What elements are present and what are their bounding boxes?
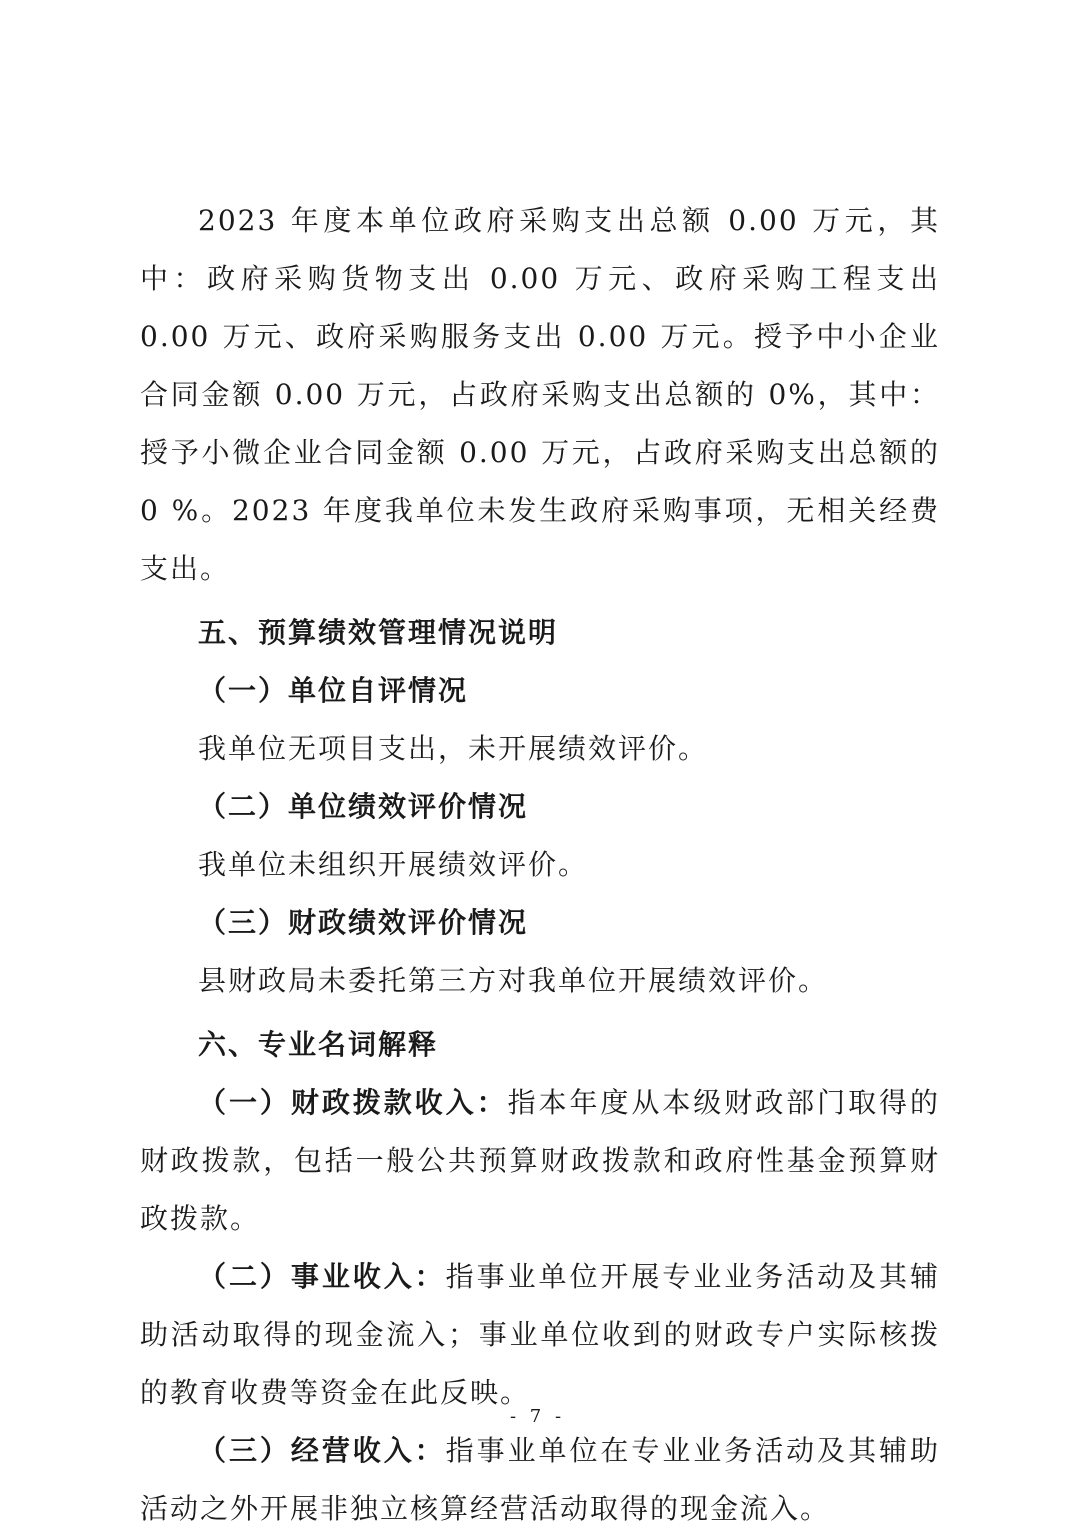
term-text: 指事业单位开展专业业务活动及其辅助活动取得的现金流入；事业单位收到的财政专户实际核拨的教育收费等资金在此反映。 xyxy=(140,1260,940,1409)
section-five-item-2-label xyxy=(140,778,940,836)
term-business-income xyxy=(140,1248,940,1422)
section-five-item-1-label xyxy=(140,662,940,720)
section-five-item-1-text: 我单位无项目支出，未开展绩效评价。 xyxy=(198,732,709,765)
section-five-title: 五、预算绩效管理情况说明 xyxy=(198,616,559,649)
term-text: 指事业单位在专业业务活动及其辅助活动之外开展非独立核算经营活动取得的现金流入。 xyxy=(140,1434,940,1525)
page-number: - 7 - xyxy=(509,1406,566,1427)
item-label: （一）单位自评情况 xyxy=(198,674,469,707)
term-financial-appropriation xyxy=(140,1074,940,1248)
item-label: （二）单位绩效评价情况 xyxy=(198,790,529,823)
item-label: （三）财政绩效评价情况 xyxy=(198,906,529,939)
term-text: 指本年度从本级财政部门取得的财政拨款，包括一般公共预算财政拨款和政府性基金预算财政拨款。 xyxy=(140,1086,940,1235)
section-six-title: 六、专业名词解释 xyxy=(198,1028,439,1061)
term-label: （一）财政拨款收入： xyxy=(198,1086,508,1119)
section-five-item-3-label xyxy=(140,894,940,952)
section-five-item-3-text: 县财政局未委托第三方对我单位开展绩效评价。 xyxy=(198,964,829,997)
term-label: （二）事业收入： xyxy=(198,1260,446,1293)
section-five-item-2-text: 我单位未组织开展绩效评价。 xyxy=(198,848,589,881)
document-page xyxy=(140,192,940,1538)
procurement-paragraph: 2023 年度本单位政府采购支出总额 0.00 万元，其中：政府采购货物支出 0.00 万元、政府采购工程支出 0.00 万元、政府采购服务支出 0.00 万元。授予中小企业合同金额 0.00 万元，占政府采购支出总额的 0%，其中：授予小微企业合同金额 0.00 万元，占政府采购支出总额的 0 %。2023 年度我单位未发生政府采购事项，无相关经费支出。 xyxy=(140,204,940,585)
term-label: （三）经营收入： xyxy=(198,1434,446,1467)
term-operating-income xyxy=(140,1422,940,1538)
